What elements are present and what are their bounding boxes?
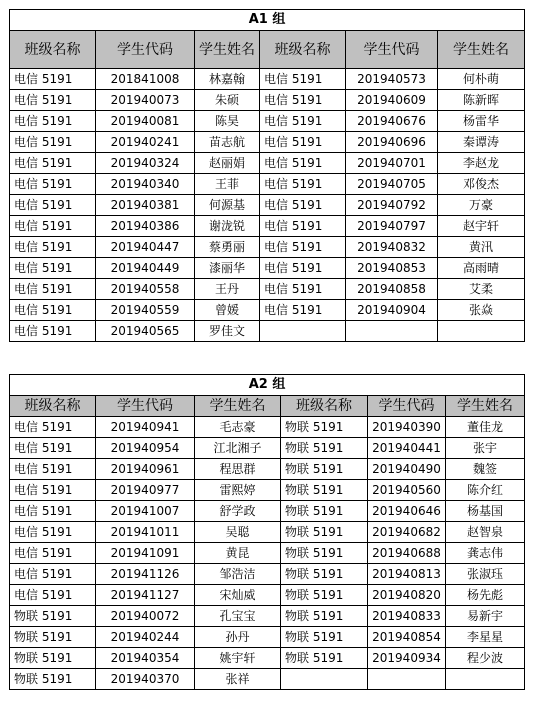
student-name-cell: 艾柔: [438, 279, 525, 300]
student-name-cell: 何朴萌: [438, 69, 525, 90]
student-name-cell: 王丹: [195, 279, 260, 300]
student-code-cell: [346, 321, 438, 342]
class-name-cell: 电信 5191: [10, 438, 96, 459]
student-name-cell: 陈新晖: [438, 90, 525, 111]
student-name-cell: 曾媛: [195, 300, 260, 321]
student-code-cell: 201940676: [346, 111, 438, 132]
class-name-cell: 电信 5191: [10, 153, 96, 174]
student-name-cell: 邹浩洁: [195, 564, 281, 585]
class-name-cell: 电信 5191: [10, 237, 96, 258]
student-name-cell: 蔡勇丽: [195, 237, 260, 258]
class-name-cell: 物联 5191: [281, 501, 368, 522]
table-row: [10, 627, 525, 648]
student-code-cell: 201940701: [346, 153, 438, 174]
table-row: [10, 564, 525, 585]
student-code-cell: 201940441: [368, 438, 446, 459]
student-code-cell: 201940832: [346, 237, 438, 258]
column-header: 班级名称: [281, 396, 368, 417]
student-code-cell: 201940682: [368, 522, 446, 543]
student-code-cell: 201940854: [368, 627, 446, 648]
student-name-cell: 李星星: [446, 627, 525, 648]
student-code-cell: 201940820: [368, 585, 446, 606]
class-name-cell: 电信 5191: [10, 195, 96, 216]
student-name-cell: 朱硕: [195, 90, 260, 111]
column-header: 学生姓名: [446, 396, 525, 417]
class-name-cell: 物联 5191: [281, 417, 368, 438]
class-name-cell: 电信 5191: [10, 258, 96, 279]
class-name-cell: 电信 5191: [10, 321, 96, 342]
class-name-cell: 电信 5191: [10, 585, 96, 606]
group-title-row: [10, 375, 525, 396]
student-name-cell: 漆丽华: [195, 258, 260, 279]
table-row: [10, 522, 525, 543]
table-row: [10, 153, 525, 174]
student-code-cell: 201940961: [96, 459, 195, 480]
class-name-cell: 电信 5191: [10, 90, 96, 111]
class-name-cell: 电信 5191: [10, 522, 96, 543]
table-row: [10, 216, 525, 237]
class-name-cell: 电信 5191: [260, 195, 346, 216]
student-name-cell: 魏签: [446, 459, 525, 480]
student-code-cell: 201940381: [96, 195, 195, 216]
student-name-cell: 苗志航: [195, 132, 260, 153]
group-title: A2 组: [10, 375, 525, 396]
student-name-cell: 万豪: [438, 195, 525, 216]
student-code-cell: [368, 669, 446, 690]
class-name-cell: 电信 5191: [10, 501, 96, 522]
student-code-cell: 201941007: [96, 501, 195, 522]
student-name-cell: 赵智泉: [446, 522, 525, 543]
table-row: [10, 459, 525, 480]
class-name-cell: 物联 5191: [281, 585, 368, 606]
student-code-cell: 201940954: [96, 438, 195, 459]
student-name-cell: 秦谭涛: [438, 132, 525, 153]
class-name-cell: 物联 5191: [10, 669, 96, 690]
student-name-cell: 陈介红: [446, 480, 525, 501]
column-header: 学生姓名: [195, 31, 260, 69]
class-name-cell: 电信 5191: [10, 480, 96, 501]
column-header: 学生姓名: [195, 396, 281, 417]
student-code-cell: 201940858: [346, 279, 438, 300]
class-name-cell: 电信 5191: [10, 300, 96, 321]
student-name-cell: 赵丽娟: [195, 153, 260, 174]
student-name-cell: 舒学政: [195, 501, 281, 522]
column-header: 学生代码: [346, 31, 438, 69]
student-name-cell: 邓俊杰: [438, 174, 525, 195]
group-title: A1 组: [10, 10, 525, 31]
student-code-cell: 201940370: [96, 669, 195, 690]
class-name-cell: 电信 5191: [260, 174, 346, 195]
student-name-cell: 黄昆: [195, 543, 281, 564]
table-row: [10, 417, 525, 438]
class-name-cell: 电信 5191: [260, 279, 346, 300]
student-code-cell: 201940073: [96, 90, 195, 111]
table-row: [10, 69, 525, 90]
student-name-cell: 王菲: [195, 174, 260, 195]
class-name-cell: 电信 5191: [10, 216, 96, 237]
student-name-cell: 赵宇轩: [438, 216, 525, 237]
table-row: [10, 669, 525, 690]
class-name-cell: 物联 5191: [10, 627, 96, 648]
table-row: [10, 174, 525, 195]
student-code-cell: 201940340: [96, 174, 195, 195]
class-name-cell: [260, 321, 346, 342]
class-name-cell: 电信 5191: [10, 279, 96, 300]
student-name-cell: 李赵龙: [438, 153, 525, 174]
student-code-cell: 201940072: [96, 606, 195, 627]
student-name-cell: 易新宇: [446, 606, 525, 627]
student-name-cell: 毛志豪: [195, 417, 281, 438]
class-name-cell: 物联 5191: [281, 648, 368, 669]
column-header: 班级名称: [10, 31, 96, 69]
student-name-cell: 张宇: [446, 438, 525, 459]
student-code-cell: 201940609: [346, 90, 438, 111]
student-code-cell: 201940324: [96, 153, 195, 174]
student-name-cell: 杨基国: [446, 501, 525, 522]
student-name-cell: 姚宇轩: [195, 648, 281, 669]
class-name-cell: 物联 5191: [281, 522, 368, 543]
student-code-cell: 201940559: [96, 300, 195, 321]
class-name-cell: 电信 5191: [260, 237, 346, 258]
student-name-cell: 张淑珏: [446, 564, 525, 585]
group-a2-table: [9, 374, 525, 690]
student-code-cell: 201940447: [96, 237, 195, 258]
student-code-cell: 201940833: [368, 606, 446, 627]
column-header: 班级名称: [260, 31, 346, 69]
class-name-cell: 物联 5191: [281, 459, 368, 480]
student-code-cell: 201941011: [96, 522, 195, 543]
student-code-cell: 201940934: [368, 648, 446, 669]
student-name-cell: [446, 669, 525, 690]
class-name-cell: 物联 5191: [281, 543, 368, 564]
column-header: 学生姓名: [438, 31, 525, 69]
group-a1-body: [10, 10, 525, 342]
class-name-cell: 电信 5191: [260, 300, 346, 321]
student-code-cell: 201941091: [96, 543, 195, 564]
class-name-cell: 电信 5191: [10, 132, 96, 153]
student-name-cell: 江北湘子: [195, 438, 281, 459]
student-name-cell: 高雨晴: [438, 258, 525, 279]
table-row: [10, 300, 525, 321]
student-code-cell: 201940792: [346, 195, 438, 216]
student-code-cell: 201940241: [96, 132, 195, 153]
class-name-cell: 电信 5191: [260, 216, 346, 237]
table-row: [10, 111, 525, 132]
student-name-cell: 杨先彪: [446, 585, 525, 606]
student-code-cell: 201940558: [96, 279, 195, 300]
header-row: [10, 31, 525, 69]
group-a1-table: [9, 9, 525, 342]
student-code-cell: 201940941: [96, 417, 195, 438]
student-name-cell: 程少波: [446, 648, 525, 669]
table-row: [10, 258, 525, 279]
table-row: [10, 501, 525, 522]
table-row: [10, 480, 525, 501]
student-code-cell: 201940081: [96, 111, 195, 132]
student-name-cell: 罗佳文: [195, 321, 260, 342]
table-row: [10, 606, 525, 627]
group-title-row: [10, 10, 525, 31]
student-code-cell: 201940977: [96, 480, 195, 501]
header-row: [10, 396, 525, 417]
student-name-cell: 何源基: [195, 195, 260, 216]
class-name-cell: 电信 5191: [260, 111, 346, 132]
student-code-cell: 201941126: [96, 564, 195, 585]
student-code-cell: 201940565: [96, 321, 195, 342]
column-header: 班级名称: [10, 396, 96, 417]
student-name-cell: 张祥: [195, 669, 281, 690]
table-row: [10, 648, 525, 669]
student-name-cell: 黄汛: [438, 237, 525, 258]
column-header: 学生代码: [96, 31, 195, 69]
student-code-cell: 201940573: [346, 69, 438, 90]
student-code-cell: 201940490: [368, 459, 446, 480]
class-name-cell: 电信 5191: [10, 111, 96, 132]
student-name-cell: 董佳龙: [446, 417, 525, 438]
table-row: [10, 237, 525, 258]
student-name-cell: 林嘉翰: [195, 69, 260, 90]
table-row: [10, 543, 525, 564]
class-name-cell: [281, 669, 368, 690]
table-row: [10, 132, 525, 153]
student-code-cell: 201940386: [96, 216, 195, 237]
class-name-cell: 物联 5191: [281, 606, 368, 627]
student-name-cell: 张焱: [438, 300, 525, 321]
student-name-cell: 孙丹: [195, 627, 281, 648]
class-name-cell: 物联 5191: [10, 648, 96, 669]
class-name-cell: 电信 5191: [260, 69, 346, 90]
class-name-cell: 物联 5191: [281, 627, 368, 648]
column-header: 学生代码: [96, 396, 195, 417]
student-code-cell: 201940797: [346, 216, 438, 237]
table-row: [10, 279, 525, 300]
student-name-cell: 雷熙婷: [195, 480, 281, 501]
student-name-cell: 陈昊: [195, 111, 260, 132]
table-row: [10, 90, 525, 111]
student-name-cell: 吴聪: [195, 522, 281, 543]
student-code-cell: 201940244: [96, 627, 195, 648]
class-name-cell: 电信 5191: [260, 258, 346, 279]
student-name-cell: 孔宝宝: [195, 606, 281, 627]
class-name-cell: 电信 5191: [260, 153, 346, 174]
student-code-cell: 201940904: [346, 300, 438, 321]
student-code-cell: 201940705: [346, 174, 438, 195]
student-code-cell: 201940688: [368, 543, 446, 564]
table-row: [10, 585, 525, 606]
student-code-cell: 201940646: [368, 501, 446, 522]
student-code-cell: 201940449: [96, 258, 195, 279]
student-name-cell: 杨雷华: [438, 111, 525, 132]
class-name-cell: 电信 5191: [10, 174, 96, 195]
student-name-cell: 龚志伟: [446, 543, 525, 564]
student-code-cell: 201941127: [96, 585, 195, 606]
student-code-cell: 201940813: [368, 564, 446, 585]
student-code-cell: 201841008: [96, 69, 195, 90]
class-name-cell: 物联 5191: [281, 480, 368, 501]
student-code-cell: 201940853: [346, 258, 438, 279]
student-name-cell: 谢泷锐: [195, 216, 260, 237]
student-name-cell: [438, 321, 525, 342]
group-a2-body: [10, 375, 525, 690]
class-name-cell: 电信 5191: [10, 543, 96, 564]
table-row: [10, 195, 525, 216]
class-name-cell: 电信 5191: [10, 417, 96, 438]
class-name-cell: 电信 5191: [10, 459, 96, 480]
table-row: [10, 321, 525, 342]
class-name-cell: 物联 5191: [10, 606, 96, 627]
student-code-cell: 201940390: [368, 417, 446, 438]
student-name-cell: 程思群: [195, 459, 281, 480]
class-name-cell: 物联 5191: [281, 564, 368, 585]
column-header: 学生代码: [368, 396, 446, 417]
class-name-cell: 电信 5191: [10, 69, 96, 90]
student-code-cell: 201940354: [96, 648, 195, 669]
class-name-cell: 电信 5191: [260, 90, 346, 111]
student-code-cell: 201940696: [346, 132, 438, 153]
student-name-cell: 宋灿威: [195, 585, 281, 606]
table-row: [10, 438, 525, 459]
class-name-cell: 物联 5191: [281, 438, 368, 459]
student-code-cell: 201940560: [368, 480, 446, 501]
class-name-cell: 电信 5191: [260, 132, 346, 153]
class-name-cell: 电信 5191: [10, 564, 96, 585]
